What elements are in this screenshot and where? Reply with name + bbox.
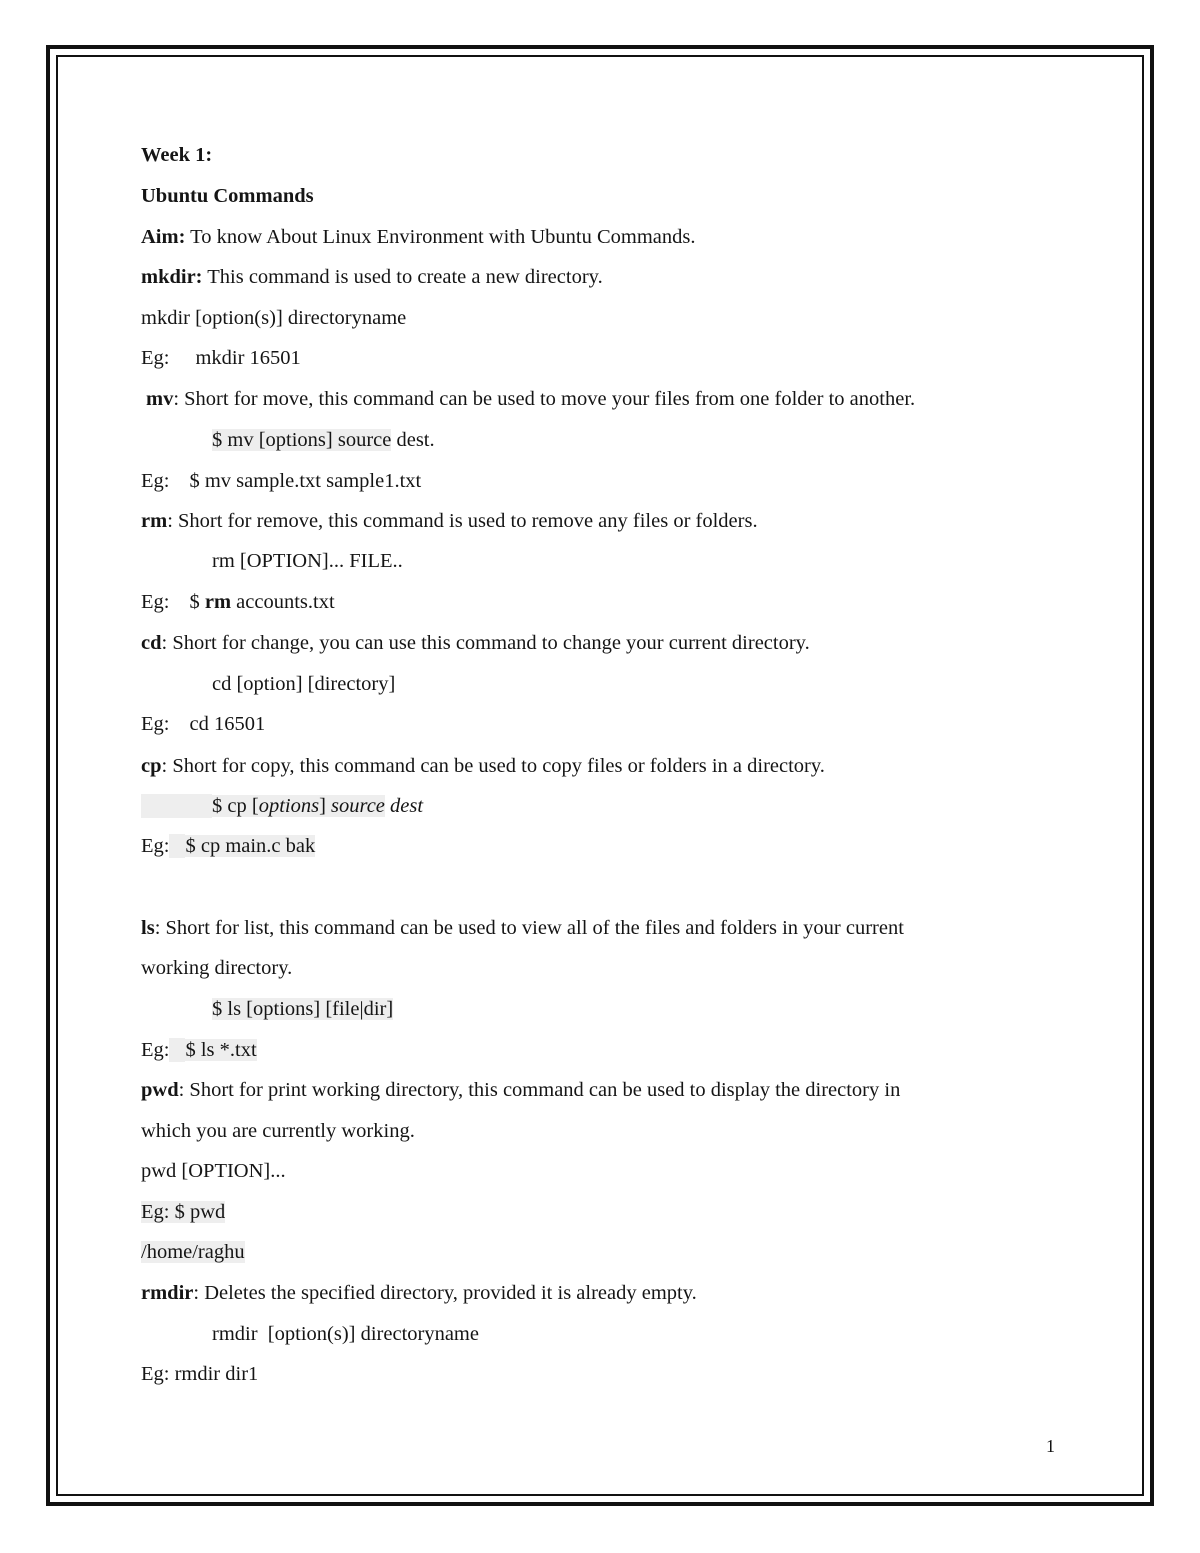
mkdir-example: Eg: mkdir 16501 bbox=[141, 347, 301, 369]
ls-desc: ls: Short for list, this command can be used to view all of the files and folders in your current bbox=[141, 917, 904, 939]
mkdir-desc: mkdir: This command is used to create a new directory. bbox=[141, 266, 603, 288]
week-heading: Week 1: bbox=[141, 144, 213, 166]
cd-syntax: cd [option] [directory] bbox=[212, 673, 396, 695]
page-number: 1 bbox=[1046, 1436, 1055, 1456]
aim-line: Aim: To know About Linux Environment with Ubuntu Commands. bbox=[141, 226, 696, 248]
mv-desc: mv: Short for move, this command can be used to move your files from one folder to another. bbox=[146, 388, 916, 410]
rm-example: Eg: $ rm accounts.txt bbox=[141, 591, 335, 613]
rm-syntax: rm [OPTION]... FILE.. bbox=[212, 550, 403, 572]
cp-syntax: $ cp [options] source dest bbox=[141, 794, 423, 818]
rmdir-syntax: rmdir [option(s)] directoryname bbox=[212, 1323, 479, 1345]
ls-desc-cont: working directory. bbox=[141, 957, 293, 979]
mkdir-syntax: mkdir [option(s)] directoryname bbox=[141, 307, 407, 329]
pwd-desc-cont: which you are currently working. bbox=[141, 1120, 415, 1142]
pwd-example: Eg: $ pwd bbox=[141, 1201, 226, 1223]
mv-syntax: $ mv [options] source dest. bbox=[212, 429, 435, 451]
mv-example: Eg: $ mv sample.txt sample1.txt bbox=[141, 470, 422, 492]
pwd-output: /home/raghu bbox=[141, 1241, 245, 1263]
cd-example: Eg: cd 16501 bbox=[141, 713, 266, 735]
ls-example: Eg: $ ls *.txt bbox=[141, 1039, 257, 1061]
rmdir-example: Eg: rmdir dir1 bbox=[141, 1363, 259, 1385]
rm-desc: rm: Short for remove, this command is used to remove any files or folders. bbox=[141, 510, 758, 532]
pwd-syntax: pwd [OPTION]... bbox=[141, 1160, 286, 1182]
pwd-desc: pwd: Short for print working directory, this command can be used to display the directory in bbox=[141, 1079, 901, 1101]
rmdir-desc: rmdir: Deletes the specified directory, provided it is already empty. bbox=[141, 1282, 697, 1304]
cd-desc: cd: Short for change, you can use this command to change your current directory. bbox=[141, 632, 810, 654]
section-title: Ubuntu Commands bbox=[141, 185, 314, 207]
ls-syntax: $ ls [options] [file|dir] bbox=[212, 998, 394, 1020]
cp-desc: cp: Short for copy, this command can be used to copy files or folders in a directory. bbox=[141, 755, 825, 777]
cp-example: Eg: $ cp main.c bak bbox=[141, 835, 316, 857]
